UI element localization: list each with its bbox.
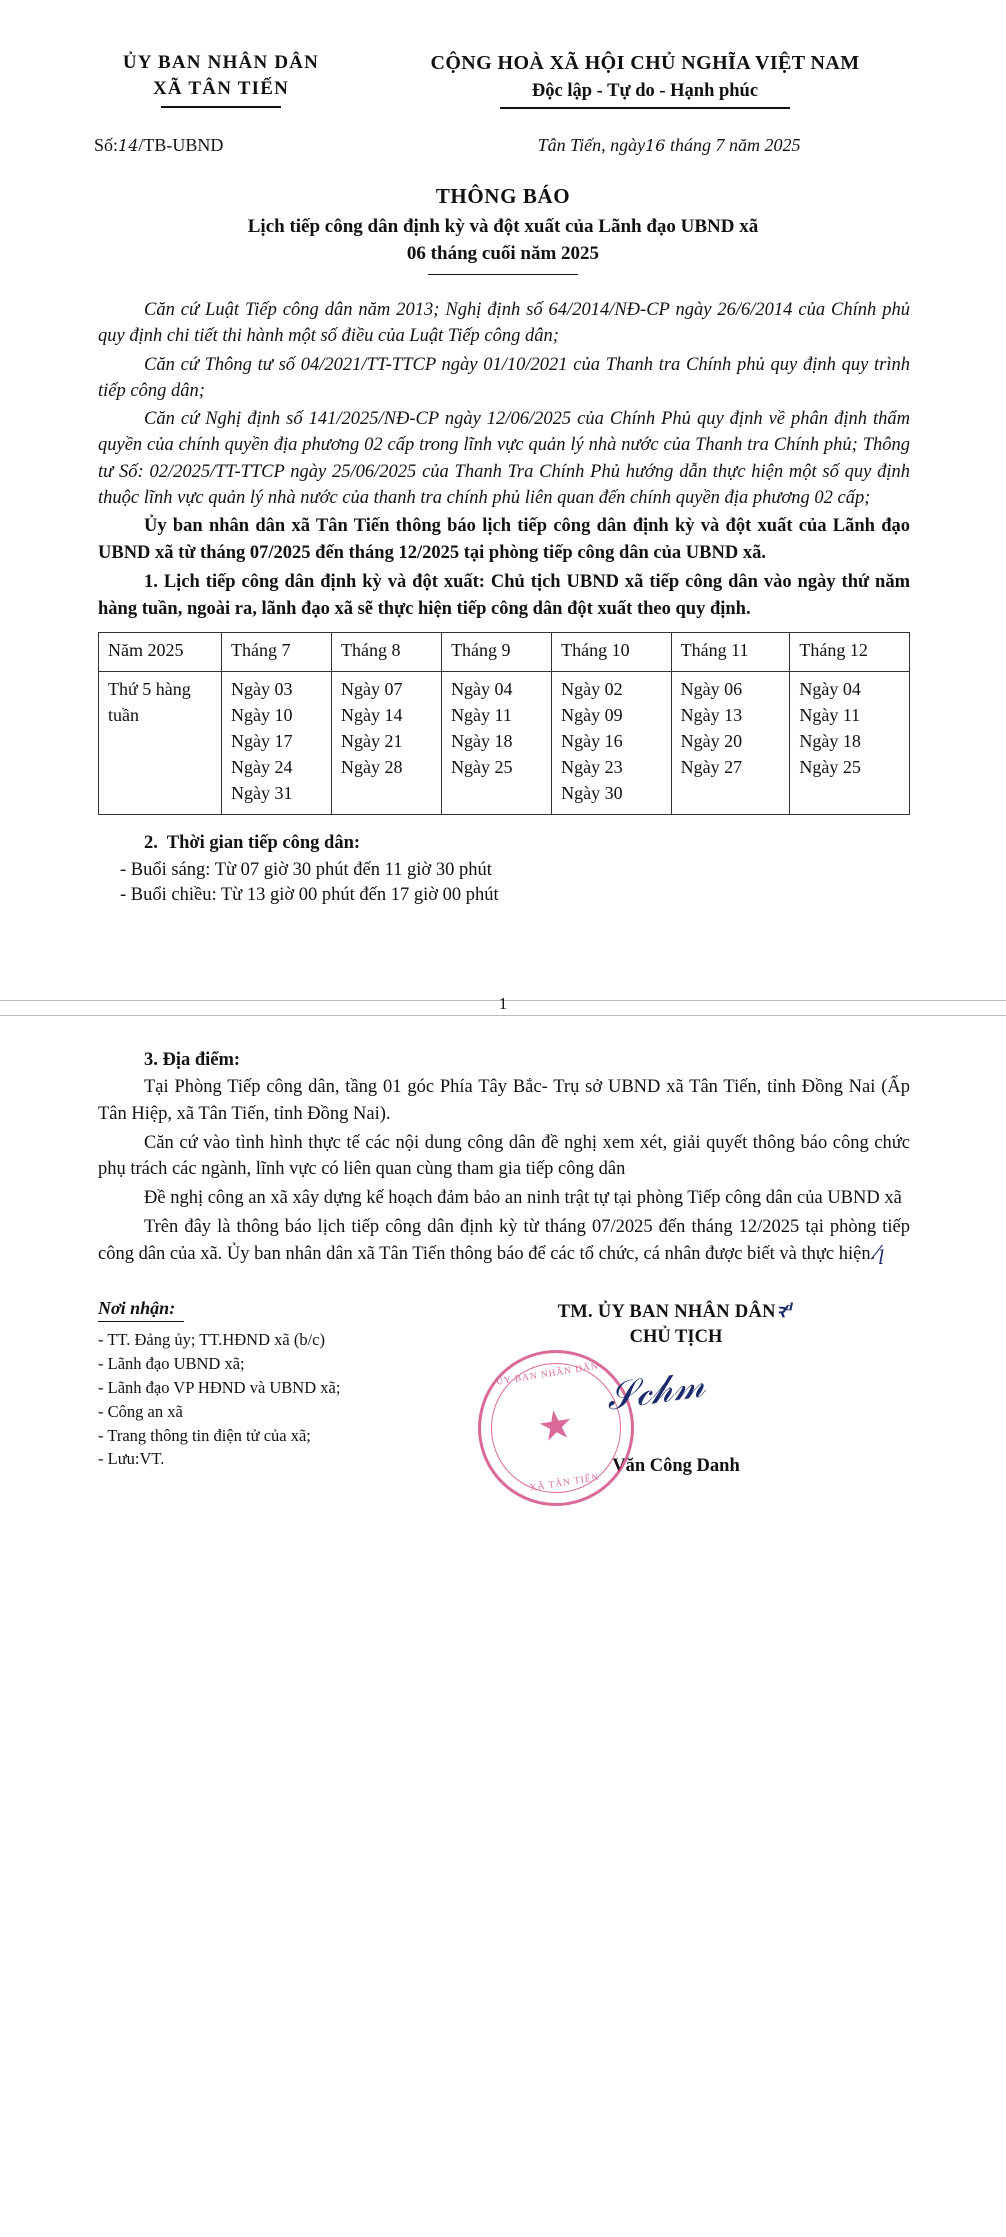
- date-item: Ngày 07: [341, 679, 403, 700]
- recipients-title: Nơi nhận:: [98, 1297, 176, 1318]
- security-paragraph: Đề nghị công an xã xây dựng kế hoạch đảm bảo an ninh trật tự tại phòng Tiếp công dân của UBND xã: [144, 1188, 902, 1209]
- handwritten-signature-icon: 𝒮𝒸𝒽𝓂: [603, 1361, 708, 1419]
- org-line-2: XÃ TÂN TIẾN: [152, 78, 290, 99]
- table-cell-month-7: [222, 672, 332, 815]
- day-handwritten: 16: [645, 135, 666, 155]
- coordination-paragraph: Căn cứ vào tình hình thực tế các nội dung công dân đề nghị xem xét, giải quyết thông báo công chức phụ trách các ngành, lĩnh vực có liên quan cùng tham gia tiếp công dân: [98, 1132, 910, 1180]
- document-number-handwritten: 14: [118, 135, 139, 155]
- table-cell-month-11: [671, 672, 790, 815]
- document-body-page-2: [72, 1050, 934, 1268]
- list-item: - Lãnh đạo VP HĐND và UBND xã;: [98, 1377, 341, 1397]
- header-year-line1: Năm 2025: [108, 640, 184, 661]
- date-item: Ngày 09: [561, 705, 623, 726]
- section-1-text: Lịch tiếp công dân định kỳ và đột xuất: Chủ tịch UBND xã tiếp công dân vào ngày thứ năm hàng tuần, ngoài ra, lãnh đạo xã sẽ thực hiện tiếp công dân đột xuất theo quy định.: [98, 571, 911, 619]
- date-item: Ngày 23: [561, 757, 623, 777]
- section-3-title: Địa điểm:: [162, 1050, 241, 1070]
- schedule-table: [98, 632, 910, 814]
- date-item: Ngày 10: [231, 705, 293, 726]
- date-item: Ngày 31: [231, 782, 293, 803]
- official-stamp-icon: [467, 1338, 645, 1516]
- document-title-block: [72, 184, 934, 276]
- closing-text: Trên đây là thông báo lịch tiếp công dân định kỳ từ tháng 07/2025 đến tháng 12/2025 tại phòng tiếp công dân của xã. Ủy ban nhân dân xã Tân Tiến thông báo để các tổ chức, cá nhân được biết và thực hiện.: [98, 1217, 910, 1264]
- document-number-prefix: Số:: [94, 134, 119, 155]
- table-row: [99, 672, 910, 815]
- date-item: Ngày 06: [680, 679, 743, 700]
- document-page-2: [0, 1016, 1006, 2226]
- list-item: - Công an xã: [98, 1401, 183, 1421]
- recipients-block: [72, 1298, 428, 1477]
- list-item: - Trang thông tin điện tử của xã;: [98, 1425, 311, 1445]
- section-1-number: 1.: [144, 571, 158, 592]
- document-subtitle: Lịch tiếp công dân định kỳ và đột xuất của Lãnh đạo UBND xã: [247, 215, 759, 237]
- document-body: [72, 297, 934, 815]
- recipients-list: [98, 1328, 428, 1472]
- document-meta-row: [72, 135, 934, 156]
- date-item: Ngày 11: [799, 705, 861, 726]
- date-item: Ngày 18: [451, 731, 513, 752]
- table-header-month-8: Tháng 8: [332, 633, 442, 672]
- date-item: Ngày 11: [451, 705, 512, 726]
- location-paragraph: Tại Phòng Tiếp công dân, tầng 01 góc Phía Tây Bắc- Trụ sở UBND xã Tân Tiến, tỉnh Đồng Nai (Ấp Tân Hiệp, xã Tân Tiến, tỉnh Đồng Nai).: [98, 1077, 910, 1124]
- table-header-year: [99, 633, 222, 672]
- closing-paragraph: [98, 1214, 910, 1268]
- nation-divider: [500, 107, 790, 109]
- signing-organization: [428, 1298, 924, 1323]
- afternoon-time: - Buổi chiều: Từ 13 giờ 00 phút đến 17 giờ 00 phút: [120, 884, 499, 905]
- date-item: Ngày 03: [231, 679, 293, 700]
- signer-name: Văn Công Danh: [612, 1455, 740, 1476]
- org-divider: [161, 106, 281, 108]
- document-number: [72, 135, 364, 156]
- morning-time: - Buổi sáng: Từ 07 giờ 30 phút đến 11 giờ 30 phút: [120, 859, 492, 880]
- date-item: Ngày 20: [680, 731, 743, 752]
- date-item: Ngày 13: [680, 705, 743, 726]
- table-cell-month-10: [552, 672, 672, 815]
- section-2-heading: [98, 833, 910, 854]
- nation-line-2: Độc lập - Tự do - Hạnh phúc: [531, 81, 759, 101]
- recipients-divider: [98, 1321, 184, 1322]
- title-divider: [428, 274, 578, 276]
- reception-time-section: [72, 833, 934, 906]
- place-date-prefix: Tân Tiến, ngày: [537, 134, 646, 155]
- date-item: Ngày 17: [231, 731, 293, 752]
- date-item: Ngày 24: [231, 757, 293, 777]
- section-3-heading: [98, 1050, 910, 1071]
- section-3-number: 3.: [144, 1050, 158, 1070]
- legal-basis-paragraph-2: Căn cứ Thông tư số 04/2021/TT-TTCP ngày 01/10/2021 của Thanh tra Chính phủ quy định quy trình tiếp công dân;: [98, 354, 910, 401]
- list-item: - TT. Đảng ủy; TT.HĐND xã (b/c): [98, 1329, 325, 1349]
- date-item: Ngày 02: [561, 679, 623, 700]
- announcement-paragraph: Ủy ban nhân dân xã Tân Tiến thông báo lịch tiếp công dân định kỳ và đột xuất của Lãnh đạo UBND xã từ tháng 07/2025 đến tháng 12/2025 tại phòng tiếp công dân của UBND xã.: [98, 516, 910, 563]
- table-header-month-10: Tháng 10: [552, 633, 672, 672]
- date-item: Ngày 18: [799, 731, 861, 752]
- table-cell-month-12: [790, 672, 910, 815]
- table-header-row: [99, 633, 910, 672]
- national-heading: [356, 52, 934, 109]
- section-2-title: Thời gian tiếp công dân:: [166, 832, 361, 853]
- date-item: Ngày 25: [799, 757, 861, 777]
- date-item: Ngày 04: [451, 679, 513, 700]
- nation-line-1: CỘNG HOÀ XÃ HỘI CHỦ NGHĨA VIỆT NAM: [430, 52, 860, 74]
- stamp-top-text: ỦY BAN NHÂN DÂN: [495, 1361, 600, 1388]
- date-item: Ngày 21: [341, 731, 403, 752]
- date-item: Ngày 16: [561, 731, 623, 752]
- legal-basis-paragraph-1: Căn cứ Luật Tiếp công dân năm 2013; Nghị định số 64/2014/NĐ-CP ngày 26/6/2014 của Chính phủ quy định chi tiết thi hành một số điều của Luật Tiếp công dân;: [98, 300, 910, 347]
- stamp-bottom-text: XÃ TÂN TIẾN: [529, 1472, 601, 1494]
- legal-basis-paragraph-3: Căn cứ Nghị định số 141/2025/NĐ-CP ngày 12/06/2025 của Chính Phủ quy định về phân định thẩm quyền của chính quyền địa phương 02 cấp trong lĩnh vực quản lý nhà nước của Thanh tra Chính phủ; Thông tư Số: 02/2025/TT-TTCP ngày 25/06/2025 của Thanh Tra Chính Phủ hướng dẫn thực hiện một số quy định thuộc lĩnh vực quản lý nhà nước của thanh tra chính phủ liên quan đến chính quyền địa phương 02 cấp;: [98, 409, 910, 508]
- table-row-label: Thứ 5 hàng tuần: [99, 672, 222, 815]
- ink-mark: ⁄ꞁ: [875, 1242, 885, 1264]
- org-line-1: ỦY BAN NHÂN DÂN: [122, 52, 320, 73]
- date-item: Ngày 14: [341, 705, 403, 726]
- table-header-month-11: Tháng 11: [671, 633, 790, 672]
- table-header-month-9: Tháng 9: [442, 633, 552, 672]
- signing-organization-text: TM. ỦY BAN NHÂN DÂN: [557, 1301, 776, 1322]
- section-2-number: 2.: [144, 832, 158, 853]
- table-cell-month-8: [332, 672, 442, 815]
- document-number-suffix: /TB-UBND: [138, 134, 224, 155]
- signature-area: [72, 1297, 934, 1494]
- place-date-suffix: tháng 7 năm 2025: [669, 134, 801, 155]
- place-and-date: [364, 135, 934, 156]
- list-item: - Lãnh đạo UBND xã;: [98, 1353, 245, 1373]
- date-item: Ngày 04: [799, 679, 861, 700]
- signature-flourish-icon: ꝛᵈ: [775, 1300, 795, 1322]
- date-item: Ngày 25: [451, 757, 513, 777]
- date-item: Ngày 30: [561, 782, 623, 803]
- document-subtitle-2: 06 tháng cuối năm 2025: [406, 242, 600, 264]
- issuing-organization: [72, 52, 356, 108]
- document-header: [72, 52, 934, 109]
- table-header-month-12: Tháng 12: [790, 633, 910, 672]
- signature-block: [428, 1298, 934, 1494]
- document-title: THÔNG BÁO: [435, 183, 571, 208]
- table-cell-month-9: [442, 672, 552, 815]
- date-item: Ngày 28: [341, 757, 403, 777]
- table-header-month-7: Tháng 7: [222, 633, 332, 672]
- list-item: - Lưu:VT.: [98, 1449, 165, 1469]
- stamp-star-icon: ★: [534, 1400, 577, 1451]
- section-1-paragraph: [98, 569, 910, 623]
- signer-title: CHỦ TỊCH: [629, 1326, 723, 1347]
- date-item: Ngày 27: [680, 757, 743, 777]
- page-number: 1: [498, 993, 508, 1013]
- document-page-1: [0, 0, 1006, 1013]
